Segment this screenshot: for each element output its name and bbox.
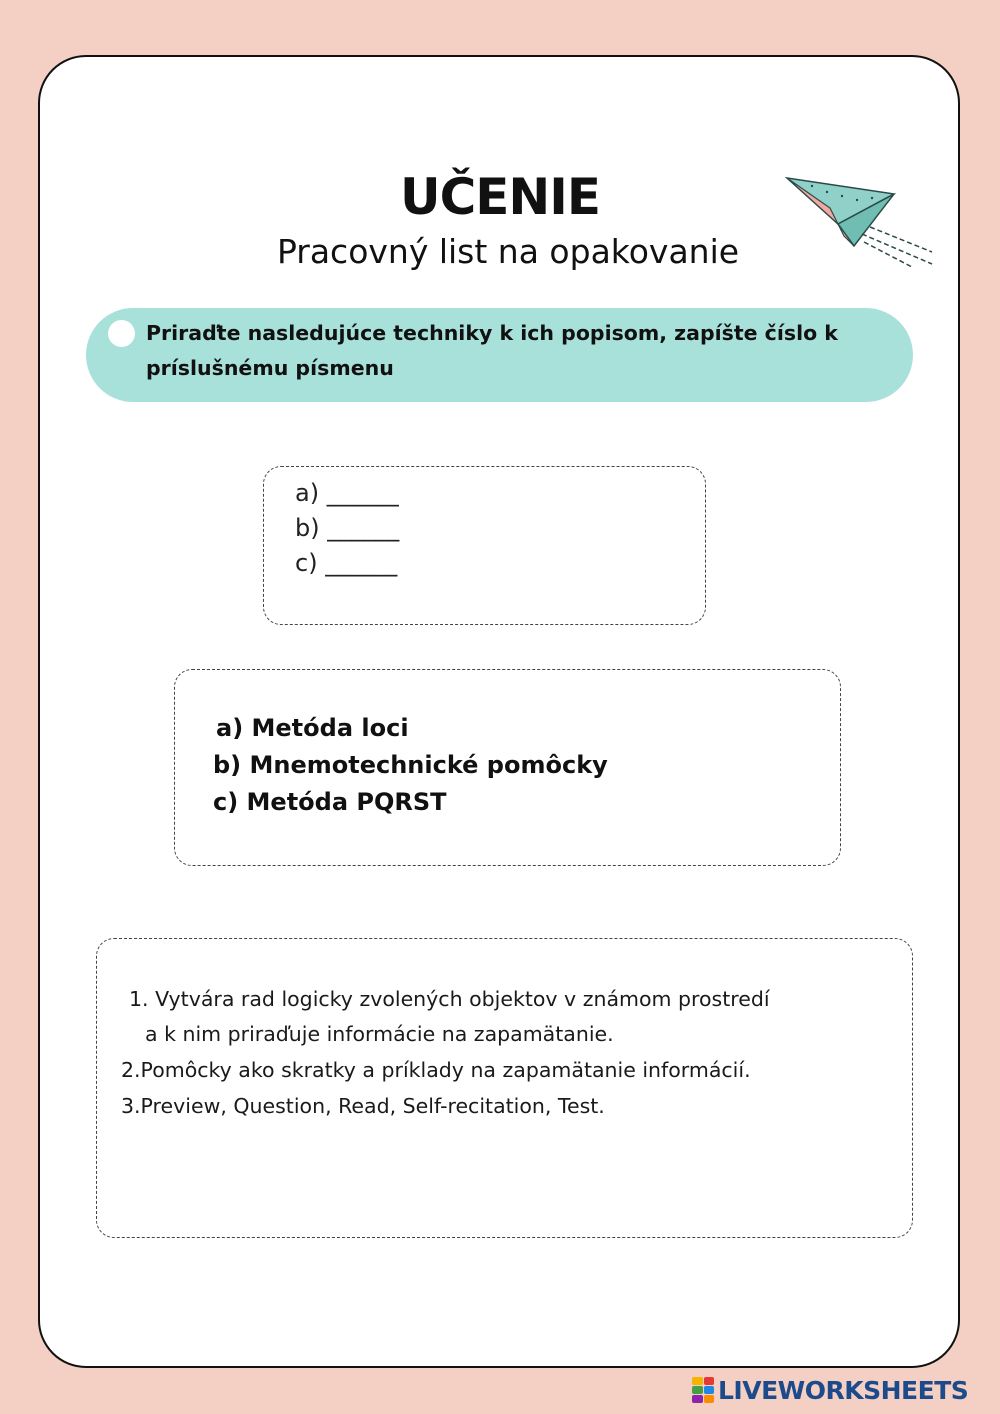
technique-b: b) Mnemotechnické pomôcky xyxy=(213,751,608,779)
instruction-banner xyxy=(86,308,913,402)
paper-plane-icon xyxy=(782,172,937,272)
bullet-dot-icon xyxy=(108,320,135,347)
answer-box xyxy=(263,466,706,625)
technique-c: c) Metóda PQRST xyxy=(213,788,447,816)
descriptions-box xyxy=(96,938,913,1238)
description-2: 2.Pomôcky ako skratky a príklady na zapamätanie informácií. xyxy=(121,1058,751,1082)
description-1-line-2: a k nim priraďuje informácie na zapamätanie. xyxy=(145,1022,614,1046)
liveworksheets-logo-icon xyxy=(692,1377,714,1403)
page-title: UČENIE xyxy=(399,168,601,226)
liveworksheets-brand xyxy=(692,1374,968,1406)
description-1-line-1: 1. Vytvára rad logicky zvolených objektov v známom prostredí xyxy=(129,987,770,1011)
answer-c-field[interactable]: c) ______ xyxy=(295,549,398,577)
description-3: 3.Preview, Question, Read, Self-recitation, Test. xyxy=(121,1094,605,1118)
instruction-line-1: Priraďte nasledujúce techniky k ich popisom, zapíšte číslo k xyxy=(146,321,838,345)
techniques-box xyxy=(174,669,841,866)
answer-b-field[interactable]: b) ______ xyxy=(295,514,400,542)
instruction-line-2: príslušnému písmenu xyxy=(146,356,394,380)
page-subtitle: Pracovný list na opakovanie xyxy=(276,232,740,271)
answer-a-field[interactable]: a) ______ xyxy=(295,479,399,507)
brand-name: LIVEWORKSHEETS xyxy=(718,1375,969,1405)
technique-a: a) Metóda loci xyxy=(216,714,409,742)
instruction-text xyxy=(146,316,886,386)
